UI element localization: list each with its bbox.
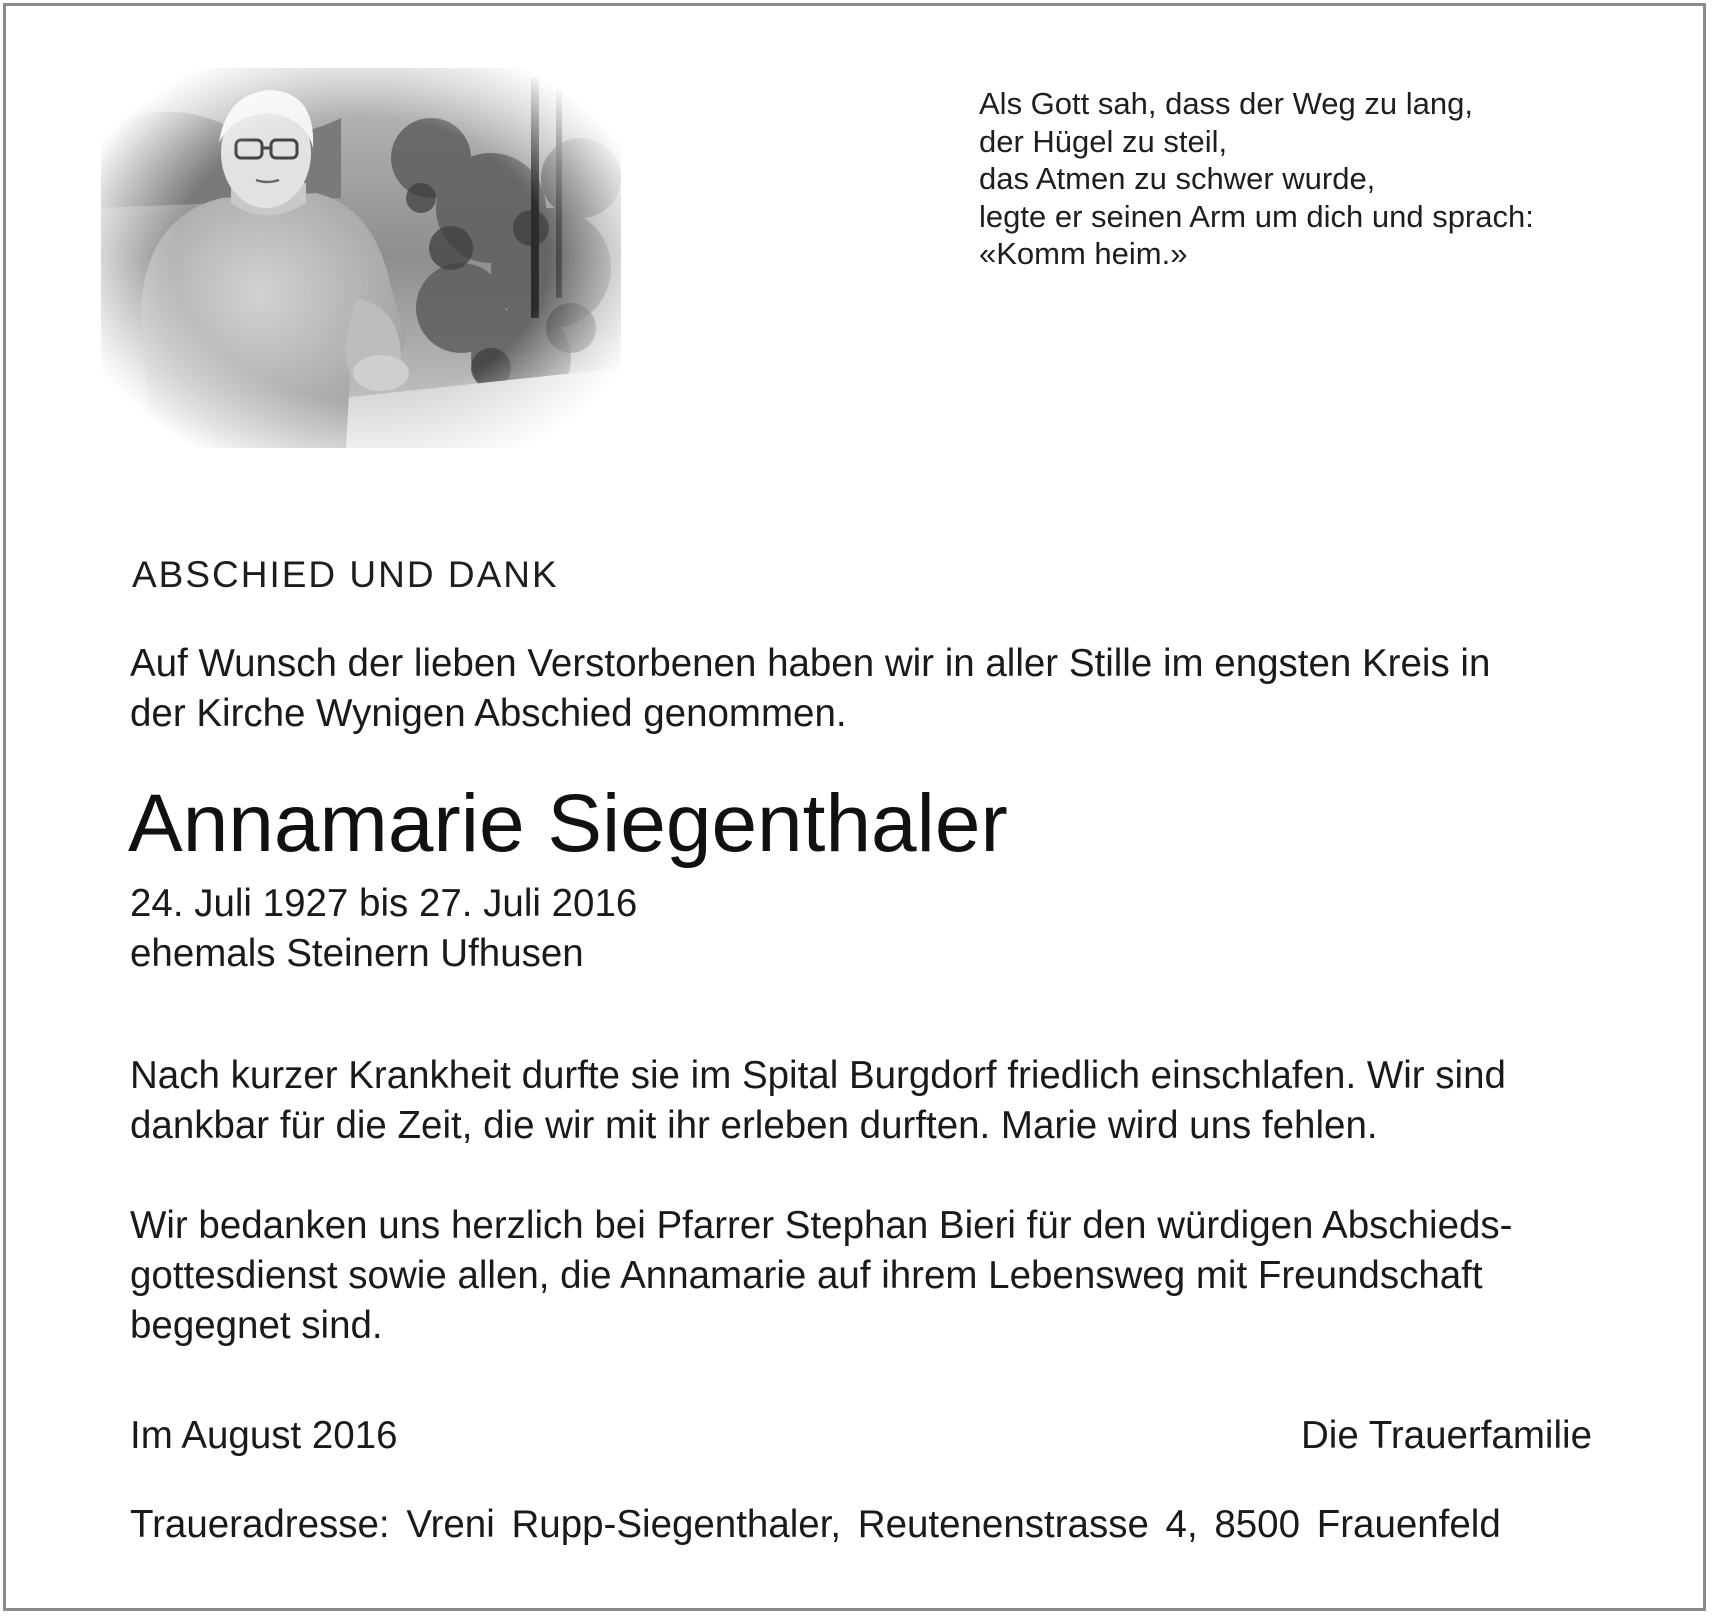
paragraph-line: gottesdienst sowie allen, die Annamarie auf ihrem Lebensweg mit Freundschaft	[130, 1254, 1483, 1297]
poem-line: der Hügel zu steil,	[979, 123, 1228, 159]
poem-line: legte er seinen Arm um dich und sprach:	[979, 198, 1534, 234]
poem	[979, 85, 1534, 273]
poem-line: «Komm heim.»	[979, 236, 1188, 271]
poem-line: das Atmen zu schwer wurde,	[979, 161, 1376, 196]
paragraph-line: dankbar für die Zeit, die wir mit ihr erleben durften. Marie wird uns fehlen.	[130, 1104, 1378, 1147]
intro-line: der Kirche Wynigen Abschied genommen.	[130, 692, 847, 735]
deceased-name: Annamarie Siegenthaler	[128, 778, 1008, 869]
portrait-photo	[101, 68, 621, 448]
life-details	[130, 879, 637, 979]
paragraph-line: begegnet sind.	[130, 1304, 383, 1347]
poem-line: Als Gott sah, dass der Weg zu lang,	[979, 86, 1473, 121]
former-residence: ehemals Steinern Ufhusen	[130, 932, 584, 975]
section-heading: ABSCHIED UND DANK	[132, 554, 559, 595]
life-dates: 24. Juli 1927 bis 27. Juli 2016	[130, 882, 638, 925]
footer-row	[130, 1411, 1592, 1461]
paragraph-line: Wir bedanken uns herzlich bei Pfarrer Stephan Bieri für den würdigen Abschieds-	[130, 1204, 1513, 1247]
intro-line: Auf Wunsch der lieben Verstorbenen haben wir in aller Stille im engsten Kreis in	[130, 642, 1491, 685]
paragraph-thanks	[130, 1201, 1600, 1351]
intro-paragraph	[130, 639, 1600, 739]
paragraph-passing	[130, 1051, 1600, 1151]
obituary-notice	[3, 3, 1706, 1611]
notice-date: Im August 2016	[130, 1414, 398, 1457]
paragraph-line: Nach kurzer Krankheit durfte sie im Spital Burgdorf friedlich einschlafen. Wir sind	[130, 1054, 1506, 1097]
mourning-address: Traueradresse: Vreni Rupp-Siegenthaler, Reutenenstrasse 4, 8500 Frauenfeld	[130, 1503, 1501, 1546]
family-signature: Die Trauerfamilie	[1301, 1414, 1592, 1457]
